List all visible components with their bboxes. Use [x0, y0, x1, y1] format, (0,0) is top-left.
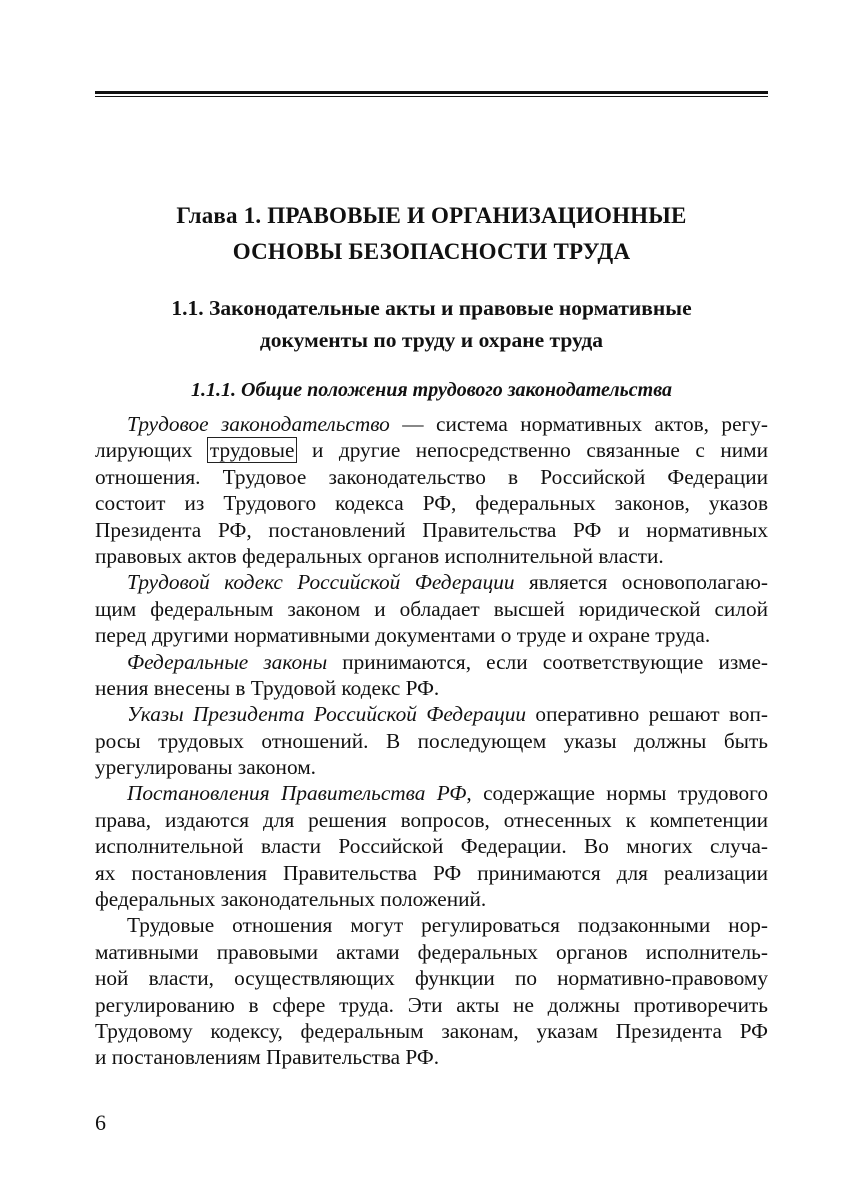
text-fragment: и постановлениям Правительства РФ. — [95, 1045, 440, 1070]
text-fragment: отношения. Трудовое законодательство в Российской Федерации — [95, 464, 768, 489]
text-line — [95, 596, 768, 622]
text-line — [95, 649, 768, 675]
text-line — [95, 807, 768, 833]
text-line — [95, 464, 768, 490]
text-line — [95, 517, 768, 543]
text-fragment: федеральных законодательных положений. — [95, 887, 487, 912]
text-line — [95, 569, 768, 595]
text-line — [95, 1018, 768, 1044]
text-line — [95, 992, 768, 1018]
chapter-title-line-2: ОСНОВЫ БЕЗОПАСНОСТИ ТРУДА — [232, 239, 631, 264]
text-line — [95, 1044, 768, 1070]
text-line — [95, 780, 768, 806]
text-fragment: мативными правовыми актами федеральных органов исполнитель- — [95, 939, 768, 964]
page-number: 6 — [95, 1110, 106, 1135]
text-fragment: исполнительной власти Российской Федерации. Во многих случа- — [95, 834, 768, 859]
term-italic: Постановления Правительства РФ — [127, 781, 467, 806]
text-fragment: принимаются, если соответствующие изме- — [327, 649, 768, 674]
term-italic: Федеральные законы — [127, 649, 328, 674]
text-fragment: урегулированы законом. — [95, 755, 316, 780]
text-fragment: правовых актов федеральных органов исполнительной власти. — [95, 543, 664, 568]
text-line — [95, 939, 768, 965]
text-fragment: ях постановления Правительства РФ принимаются для реализации — [95, 860, 768, 885]
text-line — [95, 437, 768, 463]
text-line — [95, 701, 768, 727]
text-line — [95, 754, 768, 780]
text-fragment: Трудовому кодексу, федеральным законам, указам Президента РФ — [95, 1018, 768, 1043]
text-fragment: состоит из Трудового кодекса РФ, федеральных законов, указов — [95, 491, 768, 516]
text-fragment: росы трудовых отношений. В последующем указы должны быть — [95, 728, 768, 753]
text-fragment: Президента РФ, постановлений Правительства РФ и нормативных — [95, 517, 768, 542]
text-line — [95, 622, 768, 648]
chapter-title-line-1: Глава 1. ПРАВОВЫЕ И ОРГАНИЗАЦИОННЫЕ — [176, 203, 687, 228]
text-fragment: и другие непосредственно связанные с ними — [296, 438, 768, 463]
term-italic: Трудовое законодательство — [127, 412, 390, 436]
text-line — [95, 490, 768, 516]
highlighted-word: трудовые — [209, 438, 295, 463]
text-line — [95, 912, 768, 938]
text-line — [95, 833, 768, 859]
subsection-title: 1.1.1. Общие положения трудового законодательства — [191, 379, 672, 401]
text-fragment: ной власти, осуществляющих функции по нормативно-правовому — [95, 966, 768, 991]
term-italic: Указы Президента Российской Федерации — [127, 702, 527, 727]
text-line — [95, 543, 768, 569]
section-title — [95, 292, 768, 356]
header-rule-thick — [95, 91, 768, 94]
text-fragment: является основополагаю- — [514, 570, 768, 595]
text-fragment: , содержащие нормы трудового — [466, 781, 768, 806]
text-line — [95, 965, 768, 991]
term-italic: Трудовой кодекс Российской Федерации — [127, 570, 515, 595]
text-fragment: — система нормативных актов, регу- — [389, 412, 768, 436]
text-line — [95, 411, 768, 437]
body-text — [95, 411, 768, 1071]
section-title-line-2: документы по труду и охране труда — [259, 328, 604, 352]
text-fragment: регулированию в сфере труда. Эти акты не должны противоречить — [95, 992, 768, 1017]
text-line — [95, 728, 768, 754]
text-line — [95, 860, 768, 886]
text-fragment: нения внесены в Трудовой кодекс РФ. — [95, 675, 440, 700]
text-line — [95, 675, 768, 701]
section-title-line-1: 1.1. Законодательные акты и правовые нормативные — [171, 296, 692, 320]
text-fragment: права, издаются для решения вопросов, отнесенных к компетенции — [95, 807, 768, 832]
header-rule-thin — [95, 96, 768, 97]
text-fragment: Трудовые отношения могут регулироваться подзаконными нор- — [127, 913, 768, 938]
text-fragment: щим федеральным законом и обладает высшей юридической силой — [95, 596, 768, 621]
chapter-title — [95, 198, 768, 270]
text-fragment: лирующих — [95, 438, 208, 463]
text-line — [95, 886, 768, 912]
text-fragment: перед другими нормативными документами о труде и охране труда. — [95, 623, 711, 648]
text-fragment: оперативно решают воп- — [526, 702, 768, 727]
